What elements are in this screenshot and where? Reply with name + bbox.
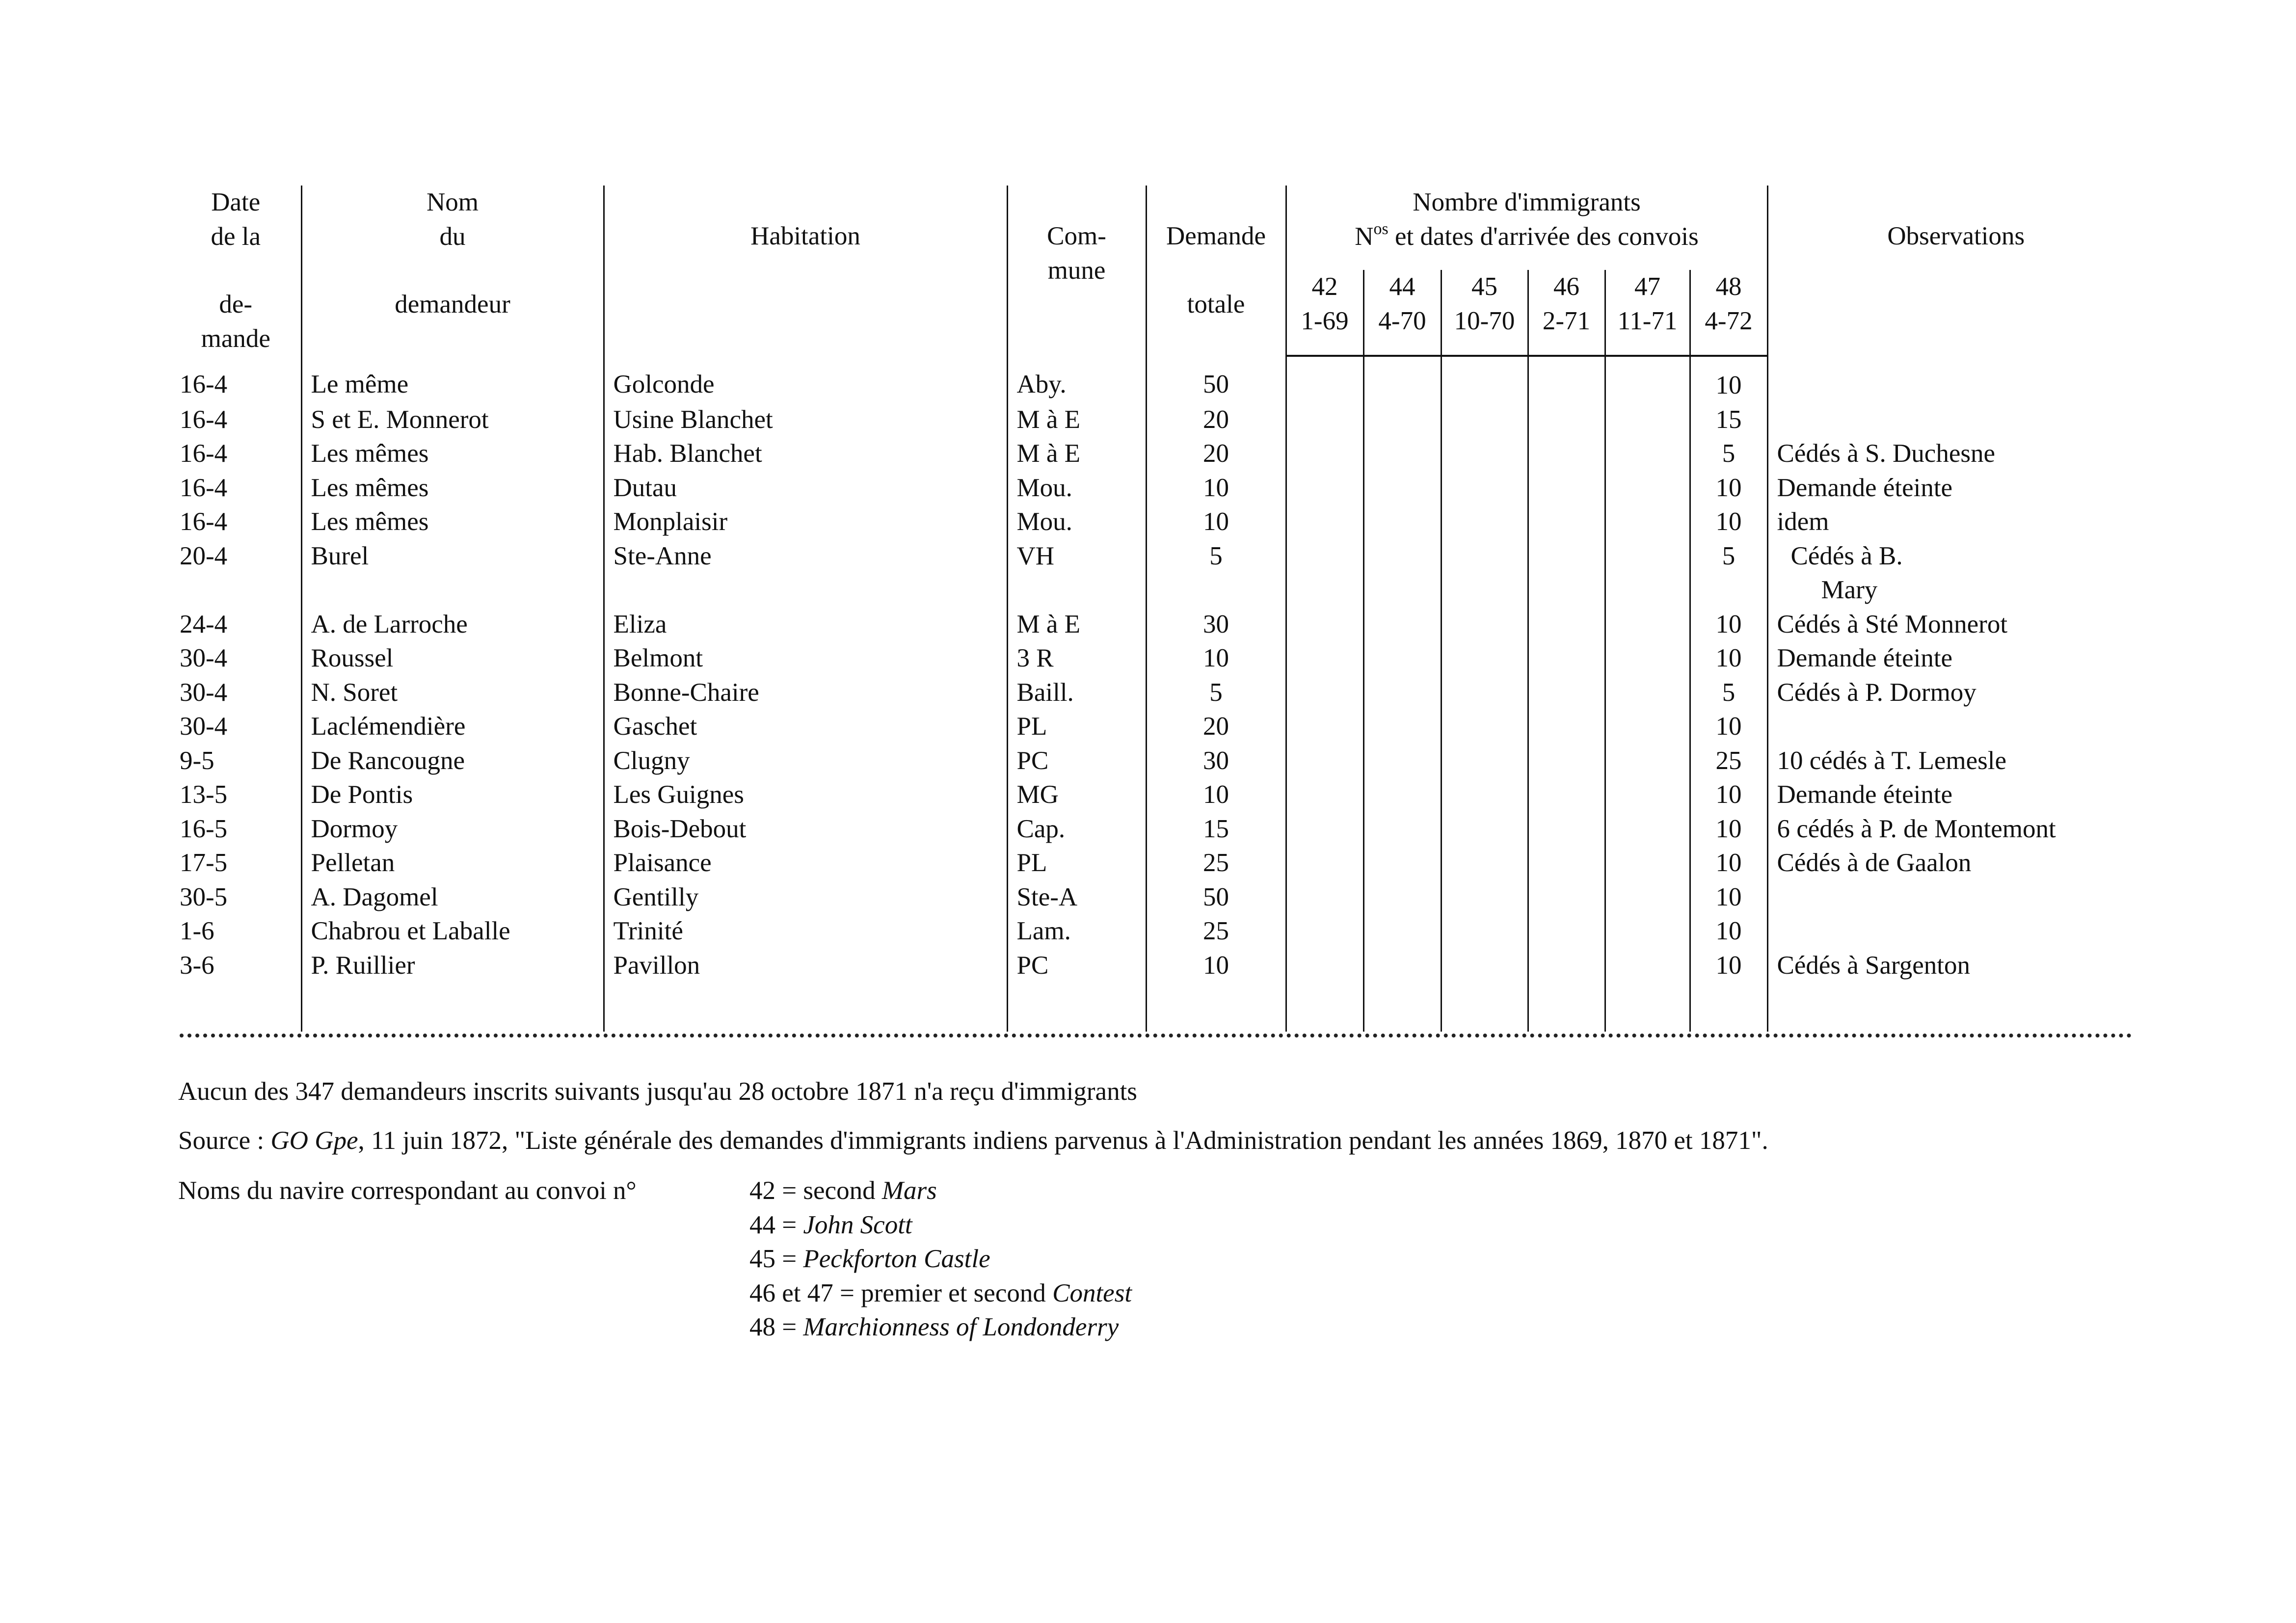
cell-c44 <box>1363 676 1441 710</box>
cell-observations <box>1767 880 2144 915</box>
cell-c45 <box>1441 744 1528 778</box>
table-row <box>171 403 2144 437</box>
note-source: Source : GO Gpe, 11 juin 1872, "Liste générale des demandes d'immigrants indiens parvenus à l'Administration pendant les années 1869, 1870 et 1871". <box>178 1126 1768 1155</box>
cell-c42 <box>1286 676 1363 710</box>
cell-commune: M à E <box>1007 608 1146 642</box>
cell-date: 16-4 <box>180 370 228 399</box>
cell-demande: 10 <box>1146 505 1286 539</box>
cell-c42 <box>1286 846 1363 880</box>
cell-c47 <box>1605 778 1690 812</box>
cell-habitation: Belmont <box>604 641 1007 676</box>
cell-demande: 15 <box>1146 812 1286 847</box>
cell-nom: De Rancougne <box>301 744 604 778</box>
header-nombre-immigrants <box>1286 186 1767 270</box>
cell-nom: Burel <box>301 539 604 608</box>
header-nom <box>301 186 604 356</box>
header-nom-line1: Nom <box>427 188 479 216</box>
ship-list <box>749 1174 1132 1345</box>
header-convoi-44: 44 4-70 <box>1363 270 1441 356</box>
cell-habitation: Plaisance <box>604 846 1007 880</box>
cell-c42 <box>1286 778 1363 812</box>
cell-c48: 25 <box>1690 744 1767 778</box>
cell-habitation: Bonne-Chaire <box>604 676 1007 710</box>
cell-commune: M à E <box>1007 403 1146 437</box>
cell-c46 <box>1528 437 1605 471</box>
header-observations <box>1767 186 2144 356</box>
cell-c47 <box>1605 471 1690 506</box>
cell-demande: 25 <box>1146 914 1286 949</box>
cell-c47 <box>1605 539 1690 608</box>
cell-c48: 5 <box>1690 676 1767 710</box>
cell-observations <box>1767 539 2144 608</box>
header-commune-line2: mune <box>1047 256 1106 285</box>
header-convoi-45: 45 10-70 <box>1441 270 1528 356</box>
header-nom-line3: demandeur <box>395 290 510 319</box>
cell-demande: 5 <box>1146 539 1286 608</box>
cell-nom: Les mêmes <box>301 505 604 539</box>
cell-c46 <box>1528 812 1605 847</box>
cell-c48: 10 <box>1690 812 1767 847</box>
cell-nom: N. Soret <box>301 676 604 710</box>
cell-observations: Cédés à P. Dormoy <box>1767 676 2144 710</box>
cell-date: 16-4 <box>180 473 228 502</box>
cell-observations: Cédés à Sargenton <box>1767 949 2144 983</box>
table-row <box>171 471 2144 506</box>
cell-date: 24-4 <box>180 610 228 639</box>
header-demande-line2: totale <box>1187 290 1245 319</box>
cell-date: 30-4 <box>180 644 228 672</box>
cell-observations: Cédés à Sté Monnerot <box>1767 608 2144 642</box>
table-row <box>171 880 2144 915</box>
cell-c44 <box>1363 914 1441 949</box>
cell-commune: PL <box>1007 710 1146 744</box>
header-convois-label: $N^{os}$ et dates d'arrivée des convois <box>1355 219 1699 251</box>
cell-date: 30-5 <box>180 882 228 911</box>
cell-c48: 15 <box>1690 403 1767 437</box>
cell-habitation: Pavillon <box>604 949 1007 983</box>
header-demande <box>1146 186 1286 356</box>
table-row <box>171 356 2144 403</box>
cell-c44 <box>1363 471 1441 506</box>
cell-c48: 10 <box>1690 949 1767 983</box>
cell-demande: 10 <box>1146 641 1286 676</box>
cell-c48: 10 <box>1690 641 1767 676</box>
ship-entry: 44 = John Scott <box>749 1210 912 1239</box>
cell-habitation: Eliza <box>604 608 1007 642</box>
cell-habitation: Les Guignes <box>604 778 1007 812</box>
cell-c42 <box>1286 437 1363 471</box>
cell-c48: 10 <box>1690 710 1767 744</box>
cell-observations <box>1767 914 2144 949</box>
cell-date: 1-6 <box>180 917 214 945</box>
cell-c48: 5 <box>1690 539 1767 608</box>
cell-date: 16-4 <box>180 405 228 434</box>
header-convoi-48: 48 4-72 <box>1690 270 1767 356</box>
cell-c42 <box>1286 914 1363 949</box>
cell-nom: Le même <box>301 356 604 403</box>
cell-habitation: Dutau <box>604 471 1007 506</box>
cell-c48: 10 <box>1690 880 1767 915</box>
cell-c44 <box>1363 812 1441 847</box>
cell-c46 <box>1528 505 1605 539</box>
cell-habitation: Usine Blanchet <box>604 403 1007 437</box>
cell-c42 <box>1286 471 1363 506</box>
cell-c47 <box>1605 880 1690 915</box>
cell-demande: 10 <box>1146 471 1286 506</box>
cell-c46 <box>1528 539 1605 608</box>
table-row-spacer <box>171 983 2144 1032</box>
cell-c44 <box>1363 744 1441 778</box>
cell-c45 <box>1441 641 1528 676</box>
cell-c46 <box>1528 403 1605 437</box>
cell-observations: Demande éteinte <box>1767 471 2144 506</box>
cell-date: 17-5 <box>180 849 228 877</box>
cell-demande: 10 <box>1146 949 1286 983</box>
cell-demande: 50 <box>1146 880 1286 915</box>
cell-nom: A. Dagomel <box>301 880 604 915</box>
table-header <box>171 186 2144 356</box>
cell-c42 <box>1286 608 1363 642</box>
cell-nom: Pelletan <box>301 846 604 880</box>
cell-c46 <box>1528 846 1605 880</box>
cell-observations: Cédés à S. Duchesne <box>1767 437 2144 471</box>
cell-c46 <box>1528 778 1605 812</box>
cell-c42 <box>1286 744 1363 778</box>
cell-c44 <box>1363 846 1441 880</box>
cell-habitation: Trinité <box>604 914 1007 949</box>
cell-c44 <box>1363 778 1441 812</box>
cell-commune: Baill. <box>1007 676 1146 710</box>
cell-c46 <box>1528 880 1605 915</box>
cell-c42 <box>1286 356 1363 403</box>
cell-habitation: Clugny <box>604 744 1007 778</box>
cell-c44 <box>1363 608 1441 642</box>
cell-demande: 20 <box>1146 437 1286 471</box>
cell-habitation: Monplaisir <box>604 505 1007 539</box>
cell-habitation: Gentilly <box>604 880 1007 915</box>
dotted-separator <box>180 1034 2132 1038</box>
header-date-line4: mande <box>201 324 270 353</box>
table-row <box>171 812 2144 847</box>
cell-c45 <box>1441 539 1528 608</box>
cell-date: 13-5 <box>180 780 228 809</box>
cell-c46 <box>1528 949 1605 983</box>
cell-commune: 3 R <box>1007 641 1146 676</box>
cell-date: 30-4 <box>180 678 228 707</box>
header-convoi-42: 42 1-69 <box>1286 270 1363 356</box>
immigrant-requests-table <box>171 186 2144 1032</box>
cell-nom: Roussel <box>301 641 604 676</box>
cell-commune: Mou. <box>1007 505 1146 539</box>
note-aucun: Aucun des 347 demandeurs inscrits suivants jusqu'au 28 octobre 1871 n'a reçu d'immigrants <box>178 1077 1137 1106</box>
cell-c42 <box>1286 403 1363 437</box>
cell-demande: 20 <box>1146 403 1286 437</box>
cell-c46 <box>1528 744 1605 778</box>
cell-c47 <box>1605 914 1690 949</box>
cell-c44 <box>1363 539 1441 608</box>
cell-observations <box>1767 710 2144 744</box>
header-commune-line1: Com- <box>1047 222 1106 250</box>
cell-c48: 10 <box>1690 914 1767 949</box>
cell-date: 9-5 <box>180 746 214 775</box>
cell-c45 <box>1441 403 1528 437</box>
cell-demande: 30 <box>1146 744 1286 778</box>
cell-c46 <box>1528 608 1605 642</box>
cell-c47 <box>1605 676 1690 710</box>
cell-c45 <box>1441 437 1528 471</box>
header-habitation-label: Habitation <box>750 222 860 250</box>
ship-entry: 45 = Peckforton Castle <box>749 1245 990 1273</box>
cell-demande: 10 <box>1146 778 1286 812</box>
table-row <box>171 641 2144 676</box>
cell-c45 <box>1441 505 1528 539</box>
cell-nom: Les mêmes <box>301 471 604 506</box>
cell-c48: 10 <box>1690 846 1767 880</box>
cell-commune: PC <box>1007 744 1146 778</box>
cell-c47 <box>1605 710 1690 744</box>
cell-nom: A. de Larroche <box>301 608 604 642</box>
table-row <box>171 710 2144 744</box>
observation-line2: Mary <box>1821 576 1878 604</box>
cell-demande: 5 <box>1146 676 1286 710</box>
cell-c44 <box>1363 437 1441 471</box>
header-date-line1: Date <box>211 188 261 216</box>
cell-nom: Laclémendière <box>301 710 604 744</box>
cell-nom: Les mêmes <box>301 437 604 471</box>
cell-habitation: Golconde <box>604 356 1007 403</box>
cell-c47 <box>1605 846 1690 880</box>
table-row <box>171 505 2144 539</box>
cell-c46 <box>1528 676 1605 710</box>
cell-c42 <box>1286 505 1363 539</box>
cell-c48: 10 <box>1690 505 1767 539</box>
cell-observations: 10 cédés à T. Lemesle <box>1767 744 2144 778</box>
cell-c45 <box>1441 356 1528 403</box>
cell-c42 <box>1286 949 1363 983</box>
header-observations-label: Observations <box>1887 222 2025 250</box>
cell-date: 16-4 <box>180 439 228 468</box>
cell-date: 16-5 <box>180 814 228 843</box>
cell-c47 <box>1605 949 1690 983</box>
cell-observations <box>1767 403 2144 437</box>
table-row <box>171 676 2144 710</box>
cell-commune: M à E <box>1007 437 1146 471</box>
cell-nom: P. Ruillier <box>301 949 604 983</box>
cell-demande: 25 <box>1146 846 1286 880</box>
header-nom-line2: du <box>439 222 466 251</box>
cell-habitation: Ste-Anne <box>604 539 1007 608</box>
cell-habitation: Gaschet <box>604 710 1007 744</box>
cell-c47 <box>1605 437 1690 471</box>
cell-c45 <box>1441 846 1528 880</box>
cell-commune: Mou. <box>1007 471 1146 506</box>
cell-observations: Demande éteinte <box>1767 641 2144 676</box>
ship-entry: 42 = second Mars <box>749 1176 937 1205</box>
cell-c48: 10 <box>1690 608 1767 642</box>
cell-c45 <box>1441 949 1528 983</box>
cell-c48: 10 <box>1690 471 1767 506</box>
cell-c45 <box>1441 676 1528 710</box>
cell-date: 16-4 <box>180 507 228 536</box>
cell-commune: Lam. <box>1007 914 1146 949</box>
cell-date: 20-4 <box>180 541 228 570</box>
cell-c44 <box>1363 505 1441 539</box>
cell-c47 <box>1605 641 1690 676</box>
cell-c44 <box>1363 880 1441 915</box>
cell-commune: Ste-A <box>1007 880 1146 915</box>
cell-demande: 30 <box>1146 608 1286 642</box>
cell-c48: 5 <box>1690 437 1767 471</box>
cell-observations: 6 cédés à P. de Montemont <box>1767 812 2144 847</box>
cell-observations: Demande éteinte <box>1767 778 2144 812</box>
table-row <box>171 949 2144 983</box>
cell-c46 <box>1528 471 1605 506</box>
cell-date: 30-4 <box>180 712 228 741</box>
cell-c45 <box>1441 710 1528 744</box>
header-nombre-label: Nombre d'immigrants <box>1413 188 1641 216</box>
cell-c47 <box>1605 608 1690 642</box>
cell-demande: 20 <box>1146 710 1286 744</box>
header-habitation <box>604 186 1007 356</box>
cell-c48: 10 <box>1690 356 1767 403</box>
note-navires-label: Noms du navire correspondant au convoi n° <box>178 1176 637 1205</box>
cell-c47 <box>1605 403 1690 437</box>
cell-commune: PC <box>1007 949 1146 983</box>
cell-c45 <box>1441 880 1528 915</box>
cell-c44 <box>1363 949 1441 983</box>
header-date <box>171 186 301 356</box>
cell-c47 <box>1605 505 1690 539</box>
cell-nom: De Pontis <box>301 778 604 812</box>
cell-c46 <box>1528 641 1605 676</box>
table-body <box>171 356 2144 1032</box>
cell-c42 <box>1286 812 1363 847</box>
table-row <box>171 608 2144 642</box>
cell-c46 <box>1528 356 1605 403</box>
cell-demande: 50 <box>1146 356 1286 403</box>
cell-commune: Aby. <box>1007 356 1146 403</box>
cell-commune: Cap. <box>1007 812 1146 847</box>
table-row <box>171 744 2144 778</box>
cell-c44 <box>1363 356 1441 403</box>
cell-c46 <box>1528 914 1605 949</box>
cell-nom: Chabrou et Laballe <box>301 914 604 949</box>
table-row <box>171 437 2144 471</box>
header-date-line3: de- <box>219 290 253 319</box>
table-row <box>171 539 2144 608</box>
cell-c47 <box>1605 744 1690 778</box>
observation-line1: Cédés à B. <box>1790 541 1903 570</box>
cell-c47 <box>1605 356 1690 403</box>
cell-nom: Dormoy <box>301 812 604 847</box>
cell-c42 <box>1286 710 1363 744</box>
cell-c44 <box>1363 641 1441 676</box>
table-row <box>171 846 2144 880</box>
header-commune <box>1007 186 1146 356</box>
cell-c47 <box>1605 812 1690 847</box>
cell-habitation: Hab. Blanchet <box>604 437 1007 471</box>
cell-observations: Cédés à de Gaalon <box>1767 846 2144 880</box>
cell-c45 <box>1441 812 1528 847</box>
cell-c45 <box>1441 471 1528 506</box>
cell-c42 <box>1286 539 1363 608</box>
cell-c42 <box>1286 880 1363 915</box>
cell-c48: 10 <box>1690 778 1767 812</box>
header-demande-line1: Demande <box>1166 222 1266 250</box>
cell-commune: PL <box>1007 846 1146 880</box>
cell-commune: MG <box>1007 778 1146 812</box>
table-row <box>171 778 2144 812</box>
cell-observations <box>1767 356 2144 403</box>
cell-c45 <box>1441 778 1528 812</box>
cell-c44 <box>1363 710 1441 744</box>
table-row <box>171 914 2144 949</box>
cell-c42 <box>1286 641 1363 676</box>
cell-c46 <box>1528 710 1605 744</box>
ship-entry: 48 = Marchionness of Londonderry <box>749 1313 1119 1341</box>
cell-observations: idem <box>1767 505 2144 539</box>
ship-entry: 46 et 47 = premier et second Contest <box>749 1278 1132 1307</box>
header-convoi-46: 46 2-71 <box>1528 270 1605 356</box>
cell-commune: VH <box>1007 539 1146 608</box>
cell-c45 <box>1441 608 1528 642</box>
header-date-line2: de la <box>211 222 261 251</box>
cell-habitation: Bois-Debout <box>604 812 1007 847</box>
cell-date: 3-6 <box>180 951 214 980</box>
cell-nom: S et E. Monnerot <box>301 403 604 437</box>
cell-c44 <box>1363 403 1441 437</box>
cell-c45 <box>1441 914 1528 949</box>
header-convoi-47: 47 11-71 <box>1605 270 1690 356</box>
